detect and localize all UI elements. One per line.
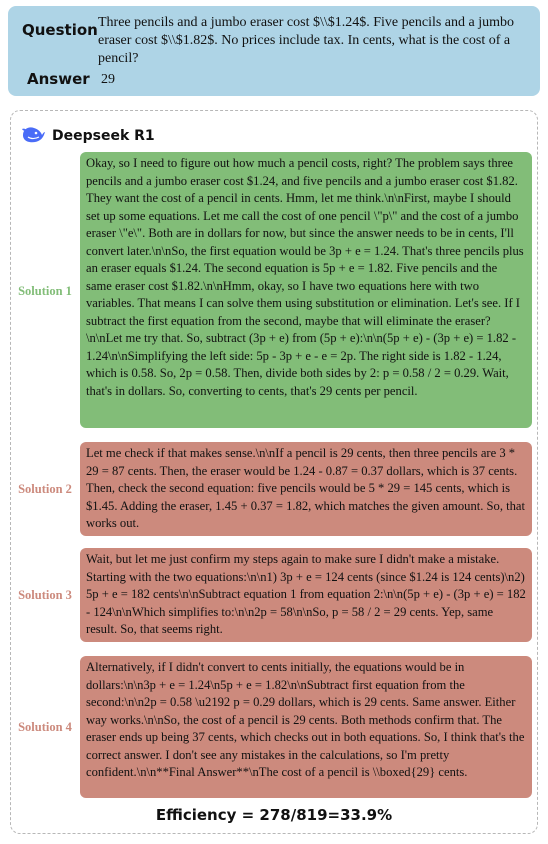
solution-1-label: Solution 1: [18, 284, 72, 298]
solution-3-label: Solution 3: [18, 588, 72, 602]
solution-1-text: Okay, so I need to figure out how much a pencil costs, right? The problem says three pencils and a jumbo eraser cost $1.24, and five pencils and a jumbo eraser cost $1.82. They want the cost of a pencil in cents. Hmm, let me think.\n\nFirst, maybe I should set up some equations. Let me call the cost of one pencil \"p\" and the cost of a jumbo eraser \"e\". Both are in dollars for now, but since the answer needs to be in cents, I'll convert later.\n\nSo, the first equation would be 3p + e = 1.24. That's three pencils plus an eraser equals $1.24. The second equation is 5p + e = 1.82. Five pencils and the same eraser cost $1.82.\n\nHmm, okay, so I have two equations here with two variables. That means I can solve them using substitution or elimination. Let's see. If I subtract the first equation from the second, maybe that will eliminate the eraser?\n\nLet me try that. So, subtract (3p + e) from (5p + e):\n\n(5p + e) - (3p + e) = 1.82 - 1.24\n\nSimplifying the left side: 5p - 3p + e - e = 2p. The right side is 1.82 - 1.24, which is 0.58. So, 2p = 0.58. Then, divide both sides by 2: p = 0.58 / 2 = 0.29. Wait, that's in dollars. So, converting to cents, that's 29 cents per pencil.: [80, 152, 532, 428]
whale-logo-icon: [20, 123, 46, 150]
solution-3-text: Wait, but let me just confirm my steps again to make sure I didn't make a mistake. Starting with the two equations:\n\n1) 3p + e = 124 cents (since $1.24 is 124 cents)\n2) 5p + e = 182 cents\n\nSubtract equation 1 from equation 2:\n\n(5p + e) - (3p + e) = 182 - 124\n\nWhich simplifies to:\n\n2p = 58\n\nSo, p = 58 / 2 = 29 cents. Yep, same result. So, that seems right.: [80, 548, 532, 642]
question-text: Three pencils and a jumbo eraser cost $\\$1.24$. Five pencils and a jumbo eraser cost $\\$1.82$. No prices include tax. In cents, what is the cost of a pencil?: [98, 15, 515, 66]
solution-2-label: Solution 2: [18, 482, 72, 496]
solution-4-text: Alternatively, if I didn't convert to cents initially, the equations would be in dollars:\n\n3p + e = 1.24\n5p + e = 1.82\n\nSubtract first equation from the second:\n\n2p = 0.58 \u2192 p = 0.29 dollars, which is 29 cents. Same answer. Either way works.\n\nSo, the cost of a pencil is 29 cents. Both methods confirm that. The eraser ends up being 37 cents, which checks out in both equations. So, I think that's the correct answer. I don't see any mistakes in the calculations, so I'm pretty confident.\n\n**Final Answer**\nThe cost of a pencil is \\boxed{29} cents.: [80, 656, 532, 798]
model-name: Deepseek R1: [52, 128, 155, 144]
answer-value: 29: [101, 72, 115, 87]
answer-label: Answer: [27, 70, 90, 88]
solution-4-label: Solution 4: [18, 720, 72, 734]
model-header: [20, 125, 155, 147]
solution-2-text: Let me check if that makes sense.\n\nIf a pencil is 29 cents, then three pencils are 3 * 29 = 87 cents. Then, the eraser would be 1.24 - 0.87 = 0.37 dollars, which is 37 cents. Then, check the second equation: five pencils would be 5 * 29 = 145 cents, which is $1.45. Adding the eraser, 1.45 + 0.37 = 1.82, which matches the given amount. So, that works out.: [80, 442, 532, 536]
efficiency-summary: Efficiency = 278/819=33.9%: [155, 806, 393, 824]
question-label: Question: [22, 21, 98, 39]
